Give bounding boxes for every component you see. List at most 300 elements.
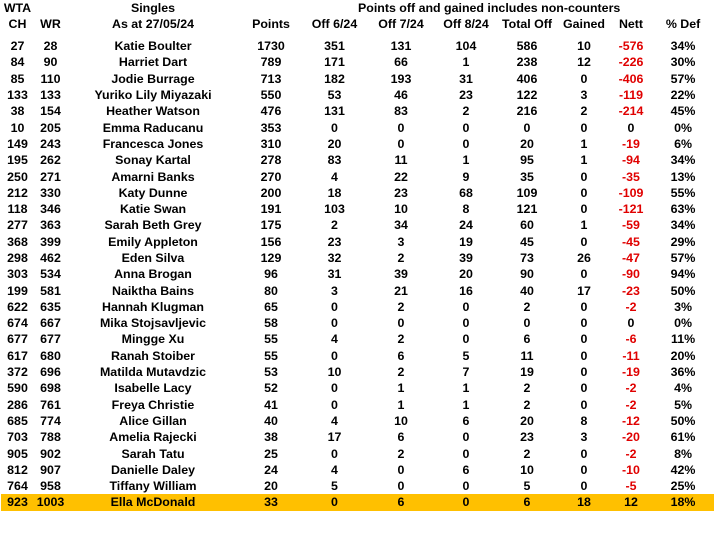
cell-off8: 9 xyxy=(462,169,470,184)
cell-gained: 17 xyxy=(577,283,591,298)
cell-nett: -2 xyxy=(625,381,637,396)
cell-off7: 6 xyxy=(397,430,405,445)
cell-gained: 0 xyxy=(580,479,588,494)
cell-off7: 83 xyxy=(394,104,408,119)
header-pct-def: % Def xyxy=(665,17,701,31)
cell-player-name: Ella McDonald xyxy=(67,494,239,510)
cell-off7: 66 xyxy=(394,55,408,70)
header-as-at: As at 27/05/24 xyxy=(112,17,194,31)
cell-nett: -226 xyxy=(618,55,644,70)
cell-gained: 0 xyxy=(580,332,588,347)
cell-off6: 351 xyxy=(324,39,345,54)
cell-wr: 680 xyxy=(40,348,61,363)
cell-total-off: 2 xyxy=(523,397,531,412)
cell-off8: 24 xyxy=(459,218,473,233)
cell-ch: 298 xyxy=(7,251,28,265)
cell-wr: 462 xyxy=(40,251,61,265)
cell-player-name: Amelia Rajecki xyxy=(109,430,197,445)
cell-off7: 22 xyxy=(394,169,408,184)
cell-off6: 0 xyxy=(331,316,338,331)
cell-off6: 17 xyxy=(327,430,342,445)
table-row xyxy=(1,445,714,461)
cell-total-off: 73 xyxy=(520,251,534,265)
header-blank-1 xyxy=(34,0,67,16)
cell-wr: 346 xyxy=(40,202,61,217)
cell-off6: 0 xyxy=(331,446,338,461)
cell-wr: 330 xyxy=(40,185,61,200)
cell-points: 58 xyxy=(264,316,278,331)
cell-pct-def: 22% xyxy=(670,88,696,103)
cell-gained: 1 xyxy=(580,153,588,168)
cell-points: 65 xyxy=(264,299,278,314)
cell-off8: 104 xyxy=(455,39,477,54)
cell-nett: -214 xyxy=(618,104,644,119)
cell-player-name: Sarah Tatu xyxy=(121,446,185,461)
cell-total-off: 122 xyxy=(516,88,538,103)
cell-pct-def: 42% xyxy=(670,462,696,477)
cell-pct-def: 34% xyxy=(670,218,696,233)
cell-off8: 1 xyxy=(462,153,470,168)
cell-off7: 2 xyxy=(397,332,405,347)
cell-off7: 0 xyxy=(397,479,405,494)
cell-wr: 774 xyxy=(40,413,61,428)
cell-nett: -20 xyxy=(622,430,640,445)
cell-gained: 12 xyxy=(577,55,591,70)
cell-ch: 677 xyxy=(7,332,28,347)
cell-player-name: Heather Watson xyxy=(106,104,200,119)
header-wta: WTA xyxy=(3,1,32,15)
cell-total-off: 0 xyxy=(523,120,531,135)
cell-off7: 46 xyxy=(394,88,408,103)
cell-nett: -121 xyxy=(618,202,644,217)
cell-player-name: Mika Stojsavljevic xyxy=(99,316,207,331)
cell-wr: 90 xyxy=(43,55,58,70)
cell-wr: 667 xyxy=(40,316,61,331)
table-row xyxy=(1,201,714,217)
cell-points: 353 xyxy=(260,120,282,135)
cell-off8: 8 xyxy=(462,202,470,217)
cell-ch: 905 xyxy=(7,446,28,461)
cell-pct-def: 61% xyxy=(670,430,696,445)
header-points: Points xyxy=(252,17,290,31)
cell-wr: 534 xyxy=(40,267,61,282)
header-nett: Nett xyxy=(618,17,644,31)
cell-points: 52 xyxy=(264,381,278,396)
cell-points: 789 xyxy=(260,55,282,70)
table-row xyxy=(1,54,714,70)
cell-off6: 4 xyxy=(331,462,338,477)
cell-nett: -90 xyxy=(622,267,640,282)
cell-gained: 0 xyxy=(580,397,588,412)
cell-pct-def: 25% xyxy=(670,479,696,494)
table-row xyxy=(1,462,714,478)
cell-off8: 0 xyxy=(462,446,470,461)
cell-wr: 696 xyxy=(40,365,61,380)
cell-gained: 0 xyxy=(580,234,588,249)
cell-pct-def: 0% xyxy=(674,316,692,331)
cell-off6: 20 xyxy=(327,136,342,151)
cell-points: 96 xyxy=(264,267,278,282)
cell-nett: -109 xyxy=(618,185,644,200)
cell-player-name: Amarni Banks xyxy=(111,169,195,184)
cell-total-off: 40 xyxy=(520,283,534,298)
cell-pct-def: 34% xyxy=(670,153,696,168)
cell-points: 55 xyxy=(264,348,278,363)
cell-total-off: 20 xyxy=(520,413,534,428)
table-row xyxy=(1,413,714,429)
cell-off6: 0 xyxy=(331,299,338,314)
cell-off8: 0 xyxy=(462,479,470,494)
cell-total-off: 238 xyxy=(516,55,538,70)
header-singles: Singles xyxy=(130,1,176,15)
table-row xyxy=(1,494,714,510)
cell-ch: 10 xyxy=(10,120,25,135)
table-row xyxy=(1,32,714,54)
cell-off6: 0 xyxy=(331,381,338,396)
cell-player-name: Danielle Daley xyxy=(110,462,196,477)
cell-player-name: Katie Boulter xyxy=(114,39,192,54)
table-row xyxy=(1,315,714,331)
cell-gained: 0 xyxy=(580,169,588,184)
table-row xyxy=(1,429,714,445)
cell-off8: 16 xyxy=(459,283,473,298)
cell-wr: 581 xyxy=(40,283,61,298)
cell-off8: 6 xyxy=(462,413,470,428)
table-row xyxy=(1,299,714,315)
table-row xyxy=(1,282,714,298)
cell-wr: 154 xyxy=(40,104,61,119)
table-row xyxy=(1,364,714,380)
cell-player-name: Katie Swan xyxy=(119,202,187,217)
cell-player-name: Hannah Klugman xyxy=(102,299,204,314)
cell-off6: 10 xyxy=(327,365,342,380)
cell-off8: 0 xyxy=(436,494,496,510)
cell-points: 20 xyxy=(264,479,278,494)
cell-nett: -6 xyxy=(625,332,637,347)
cell-wr: 28 xyxy=(43,39,58,54)
cell-ch: 622 xyxy=(7,299,28,314)
cell-ch: 199 xyxy=(7,283,28,298)
header-off8: Off 8/24 xyxy=(443,17,489,31)
cell-wr: 902 xyxy=(40,446,61,461)
cell-total-off: 20 xyxy=(520,136,534,151)
cell-total-off: 10 xyxy=(520,462,534,477)
cell-off8: 31 xyxy=(459,71,473,86)
cell-player-name: Sonay Kartal xyxy=(115,153,191,168)
cell-ch: 286 xyxy=(7,397,28,412)
cell-wr: 110 xyxy=(40,71,61,86)
cell-points: 550 xyxy=(260,88,282,103)
cell-ch: 195 xyxy=(7,153,28,168)
cell-pct-def: 5% xyxy=(674,397,692,412)
header-off7: Off 7/24 xyxy=(378,17,424,31)
cell-off8: 0 xyxy=(462,299,470,314)
cell-total-off: 6 xyxy=(523,332,531,347)
cell-nett: -2 xyxy=(625,446,637,461)
cell-ch: 590 xyxy=(7,381,28,396)
cell-pct-def: 3% xyxy=(674,299,692,314)
cell-ch: 617 xyxy=(7,348,28,363)
table-row xyxy=(1,234,714,250)
cell-nett: -19 xyxy=(622,365,640,380)
cell-nett: -576 xyxy=(618,39,644,54)
cell-gained: 3 xyxy=(580,88,588,103)
cell-player-name: Katy Dunne xyxy=(118,185,188,200)
cell-nett: -5 xyxy=(625,479,637,494)
cell-pct-def: 13% xyxy=(670,169,696,184)
cell-off6: 131 xyxy=(324,104,345,119)
cell-player-name: Emma Raducanu xyxy=(102,120,204,135)
cell-gained: 0 xyxy=(580,462,588,477)
cell-off6: 171 xyxy=(324,55,345,70)
cell-off7: 2 xyxy=(397,299,405,314)
table-row xyxy=(1,217,714,233)
cell-gained: 0 xyxy=(580,267,588,282)
cell-off8: 7 xyxy=(462,365,470,380)
cell-off8: 39 xyxy=(459,251,473,265)
header-total-off: Total Off xyxy=(501,17,552,31)
cell-off7: 193 xyxy=(390,71,412,86)
cell-off8: 0 xyxy=(462,332,470,347)
table-row xyxy=(1,331,714,347)
cell-pct-def: 0% xyxy=(674,120,692,135)
cell-nett: -2 xyxy=(625,397,637,412)
cell-total-off: 406 xyxy=(516,71,538,86)
table-row xyxy=(1,185,714,201)
cell-pct-def: 36% xyxy=(670,365,696,380)
cell-wr: 761 xyxy=(40,397,61,412)
cell-player-name: Yuriko Lily Miyazaki xyxy=(94,88,212,103)
table-row xyxy=(1,348,714,364)
cell-wr: 262 xyxy=(40,153,61,168)
header-off6: Off 6/24 xyxy=(311,17,358,31)
cell-gained: 0 xyxy=(580,365,588,380)
cell-gained: 18 xyxy=(558,494,610,510)
cell-nett: -94 xyxy=(622,153,640,168)
cell-wr: 1003 xyxy=(34,494,67,510)
cell-off8: 2 xyxy=(462,104,470,119)
cell-gained: 0 xyxy=(580,316,588,331)
cell-total-off: 11 xyxy=(520,348,534,363)
cell-nett: -406 xyxy=(618,71,644,86)
header-row-top xyxy=(1,0,714,16)
cell-nett: -45 xyxy=(622,234,640,249)
table-row xyxy=(1,250,714,266)
cell-points: 53 xyxy=(264,365,278,380)
cell-total-off: 19 xyxy=(520,365,534,380)
cell-off8: 19 xyxy=(459,234,473,249)
cell-player-name: Mingge Xu xyxy=(121,332,185,347)
table-row xyxy=(1,152,714,168)
cell-points: 33 xyxy=(239,494,303,510)
cell-off6: 23 xyxy=(327,234,342,249)
header-group-title: Points off and gained includes non-counters xyxy=(358,1,621,15)
cell-points: 175 xyxy=(260,218,282,233)
cell-total-off: 6 xyxy=(496,494,558,510)
cell-gained: 26 xyxy=(577,251,591,265)
cell-nett: -59 xyxy=(622,218,640,233)
cell-gained: 0 xyxy=(580,185,588,200)
cell-off6: 182 xyxy=(324,71,345,86)
cell-off7: 6 xyxy=(397,348,405,363)
cell-points: 80 xyxy=(264,283,278,298)
cell-nett: -35 xyxy=(622,169,640,184)
cell-gained: 0 xyxy=(580,299,588,314)
cell-wr: 698 xyxy=(40,381,61,396)
cell-off8: 20 xyxy=(459,267,473,282)
table-row xyxy=(1,168,714,184)
cell-total-off: 45 xyxy=(520,234,534,249)
cell-points: 191 xyxy=(260,202,282,217)
table-row xyxy=(1,71,714,87)
cell-off8: 6 xyxy=(462,462,470,477)
cell-wr: 788 xyxy=(40,430,61,445)
cell-wr: 205 xyxy=(40,120,61,135)
cell-pct-def: 4% xyxy=(674,381,692,396)
cell-off6: 18 xyxy=(327,185,342,200)
cell-wr: 399 xyxy=(40,234,61,249)
cell-ch: 812 xyxy=(7,462,28,477)
cell-off7: 131 xyxy=(390,39,412,54)
cell-off6: 4 xyxy=(331,413,338,428)
cell-pct-def: 20% xyxy=(670,348,696,363)
cell-player-name: Jodie Burrage xyxy=(111,71,195,86)
cell-points: 1730 xyxy=(257,39,285,54)
cell-ch: 764 xyxy=(7,479,28,494)
cell-points: 713 xyxy=(260,71,282,86)
cell-nett: -23 xyxy=(622,283,640,298)
header-row-bottom xyxy=(1,16,714,32)
cell-pct-def: 29% xyxy=(670,234,696,249)
header-wr: WR xyxy=(40,17,61,31)
cell-pct-def: 30% xyxy=(670,55,696,70)
cell-off8: 0 xyxy=(462,430,470,445)
cell-ch: 303 xyxy=(7,267,28,282)
cell-points: 25 xyxy=(264,446,278,461)
cell-gained: 3 xyxy=(580,430,588,445)
cell-player-name: Alice Gillan xyxy=(119,413,187,428)
cell-off7: 1 xyxy=(397,381,405,396)
cell-nett: -10 xyxy=(622,462,640,477)
cell-nett: -47 xyxy=(622,251,640,265)
table-row xyxy=(1,478,714,494)
cell-nett: -12 xyxy=(622,413,640,428)
table-body xyxy=(1,32,714,511)
cell-off7: 2 xyxy=(397,251,405,265)
cell-pct-def: 11% xyxy=(670,332,696,347)
cell-points: 24 xyxy=(264,462,278,477)
cell-ch: 372 xyxy=(7,365,28,380)
table-row xyxy=(1,119,714,135)
cell-pct-def: 8% xyxy=(674,446,692,461)
cell-pct-def: 57% xyxy=(670,71,696,86)
cell-wr: 677 xyxy=(40,332,61,347)
cell-ch: 27 xyxy=(10,39,25,54)
cell-gained: 8 xyxy=(580,413,588,428)
cell-player-name: Matilda Mutavdzic xyxy=(99,365,207,380)
cell-off8: 0 xyxy=(462,136,470,151)
cell-points: 270 xyxy=(260,169,282,184)
cell-ch: 118 xyxy=(7,202,28,217)
cell-wr: 635 xyxy=(40,299,61,314)
cell-off6: 53 xyxy=(327,88,342,103)
cell-ch: 685 xyxy=(7,413,28,428)
cell-points: 200 xyxy=(260,185,282,200)
cell-player-name: Tiffany William xyxy=(109,479,197,494)
cell-wr: 271 xyxy=(40,169,61,184)
cell-ch: 133 xyxy=(7,88,28,103)
cell-player-name: Harriet Dart xyxy=(118,55,188,70)
cell-player-name: Naiktha Bains xyxy=(112,283,194,298)
cell-pct-def: 45% xyxy=(670,104,696,119)
cell-total-off: 121 xyxy=(516,202,538,217)
cell-ch: 212 xyxy=(7,185,28,200)
cell-total-off: 95 xyxy=(520,153,534,168)
cell-wr: 363 xyxy=(40,218,61,233)
cell-ch: 149 xyxy=(7,136,28,151)
cell-off7: 11 xyxy=(394,153,408,168)
cell-off7: 2 xyxy=(397,365,405,380)
cell-off6: 0 xyxy=(331,397,338,412)
cell-nett: -119 xyxy=(618,88,644,103)
table-row xyxy=(1,103,714,119)
cell-off7: 3 xyxy=(397,234,405,249)
cell-total-off: 60 xyxy=(520,218,534,233)
cell-off7: 1 xyxy=(397,397,405,412)
cell-points: 41 xyxy=(264,397,278,412)
cell-player-name: Sarah Beth Grey xyxy=(104,218,202,233)
cell-off6: 83 xyxy=(327,153,342,168)
cell-gained: 0 xyxy=(580,381,588,396)
cell-ch: 38 xyxy=(10,104,25,119)
cell-ch: 250 xyxy=(7,169,28,184)
cell-gained: 0 xyxy=(580,120,588,135)
cell-nett: -11 xyxy=(622,348,640,363)
cell-ch: 368 xyxy=(7,234,28,249)
cell-points: 55 xyxy=(264,332,278,347)
cell-points: 40 xyxy=(264,413,278,428)
cell-nett: 0 xyxy=(627,120,635,135)
header-blank-2 xyxy=(239,0,303,16)
cell-points: 476 xyxy=(260,104,282,119)
cell-off8: 68 xyxy=(459,185,473,200)
cell-ch: 703 xyxy=(7,430,28,445)
cell-points: 129 xyxy=(260,251,282,265)
cell-ch: 674 xyxy=(7,316,28,331)
table-row xyxy=(1,397,714,413)
cell-off8: 0 xyxy=(462,120,470,135)
cell-off6: 5 xyxy=(331,479,338,494)
cell-gained: 0 xyxy=(580,348,588,363)
cell-player-name: Francesca Jones xyxy=(102,136,204,151)
cell-wr: 133 xyxy=(40,88,61,103)
cell-total-off: 109 xyxy=(516,185,538,200)
cell-nett: -19 xyxy=(622,136,640,151)
cell-off6: 2 xyxy=(331,218,338,233)
cell-gained: 0 xyxy=(580,446,588,461)
cell-off6: 3 xyxy=(331,283,338,298)
cell-off6: 4 xyxy=(331,169,338,184)
cell-total-off: 23 xyxy=(520,430,534,445)
cell-points: 310 xyxy=(260,136,282,151)
cell-off6: 103 xyxy=(324,202,345,217)
cell-total-off: 2 xyxy=(523,446,531,461)
cell-pct-def: 50% xyxy=(670,283,696,298)
cell-ch: 85 xyxy=(10,71,25,86)
cell-points: 38 xyxy=(264,430,278,445)
cell-wr: 243 xyxy=(40,136,61,151)
cell-off8: 23 xyxy=(459,88,473,103)
